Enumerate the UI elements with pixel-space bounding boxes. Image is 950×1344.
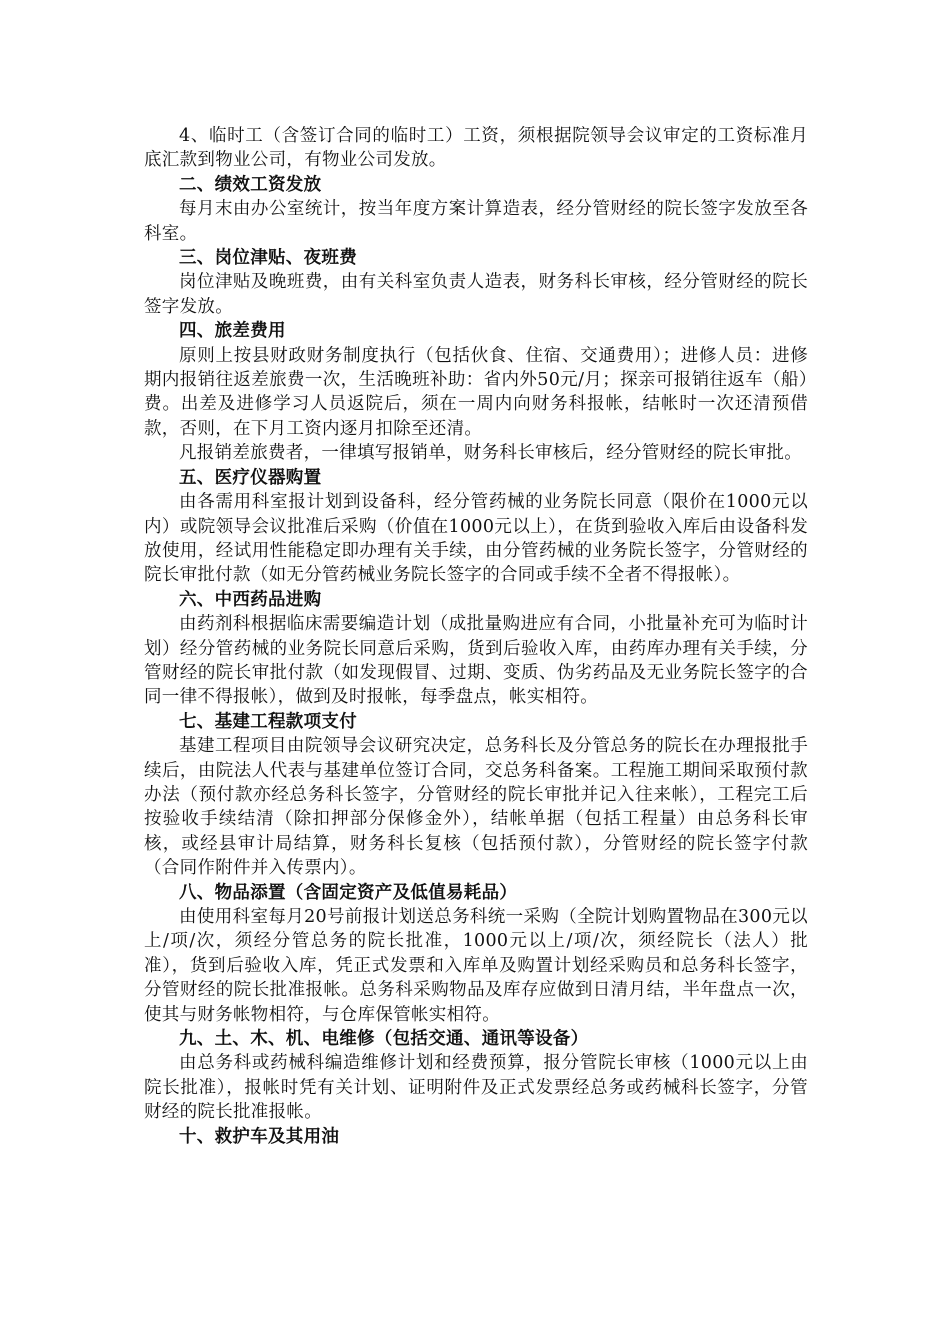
section-paragraph: 由药剂科根据临床需要编造计划（成批量购进应有合同，小批量补充可为临时计划）经分管药械的业务院长同意后采购，货到后验收入库，由药库办理有关手续，分管财经的院长审批付款（如发现假冒、过期、变质、伪劣药品及无业务院长签字的合同一律不得报帐），做到及时报帐，每季盘点，帐实相符。 (144, 614, 808, 708)
section-heading-10: 十、救护车及其用油 (179, 1126, 340, 1147)
section-paragraph: 基建工程项目由院领导会议研究决定，总务科长及分管总务的院长在办理报批手续后，由院法人代表与基建单位签订合同，交总务科备案。工程施工期间采取预付款办法（预付款亦经总务科长签字，分管财经的院长审批并记入往来帐），工程完工后按验收手续结清（除扣押部分保修金外），结帐单据（包括工程量）由总务科长审核，或经县审计局结算，财务科长复核（包括预付款），分管财经的院长签字付款（合同作附件并入传票内）。 (144, 736, 808, 879)
section-paragraph: 由使用科室每月20号前报计划送总务科统一采购（全院计划购置物品在300元以上/项/次，须经分管总务的院长批准，1000元以上/项/次，须经院长（法人）批准），货到后验收入库，凭正式发票和入库单及购置计划经采购员和总务科长签字，分管财经的院长批准报帐。总务科采购物品及库存应做到日清月结，半年盘点一次，使其与财务帐物相符，与仓库保管帐实相符。 (144, 907, 808, 1025)
section-heading-2: 二、绩效工资发放 (179, 174, 322, 195)
section-heading-4: 四、旅差费用 (179, 321, 286, 342)
section-heading-8: 八、物品添置（含固定资产及低值易耗品） (179, 882, 518, 903)
intro-paragraph: 4、临时工（含签订合同的临时工）工资，须根据院领导会议审定的工资标准月底汇款到物业公司，有物业公司发放。 (144, 126, 808, 171)
section-heading-6: 六、中西药品进购 (179, 589, 322, 610)
section-heading-9: 九、土、木、机、电维修（包括交通、通讯等设备） (179, 1029, 589, 1050)
section-heading-3: 三、岗位津贴、夜班费 (179, 248, 357, 269)
section-heading-5: 五、医疗仪器购置 (179, 467, 322, 488)
section-paragraph: 由总务科或药械科编造维修计划和经费预算，报分管院长审核（1000元以上由院长批准），报帐时凭有关计划、证明附件及正式发票经总务或药械科长签字，分管财经的院长批准报帐。 (144, 1053, 808, 1123)
section-paragraph: 凡报销差旅费者，一律填写报销单，财务科长审核后，经分管财经的院长审批。 (179, 443, 802, 464)
section-heading-7: 七、基建工程款项支付 (179, 711, 357, 732)
section-paragraph: 原则上按县财政财务制度执行（包括伙食、住宿、交通费用）；进修人员：进修期内报销往返差旅费一次，生活晚班补助：省内外50元/月；探亲可报销往返车（船）费。出差及进修学习人员返院后，须在一周内向财务科报帐，结帐时一次还清预借款，否则，在下月工资内逐月扣除至还清。 (144, 345, 808, 439)
section-paragraph: 岗位津贴及晚班费，由有关科室负责人造表，财务科长审核，经分管财经的院长签字发放。 (144, 272, 808, 317)
section-paragraph: 每月末由办公室统计，按当年度方案计算造表，经分管财经的院长签字发放至各科室。 (144, 199, 808, 244)
section-paragraph: 由各需用科室报计划到设备科，经分管药械的业务院长同意（限价在1000元以内）或院领导会议批准后采购（价值在1000元以上），在货到验收入库后由设备科发放使用，经试用性能稳定即办理有关手续，由分管药械的业务院长签字，分管财经的院长审批付款（如无分管药械业务院长签字的合同或手续不全者不得报帐）。 (144, 492, 808, 586)
document-body (144, 124, 808, 1149)
